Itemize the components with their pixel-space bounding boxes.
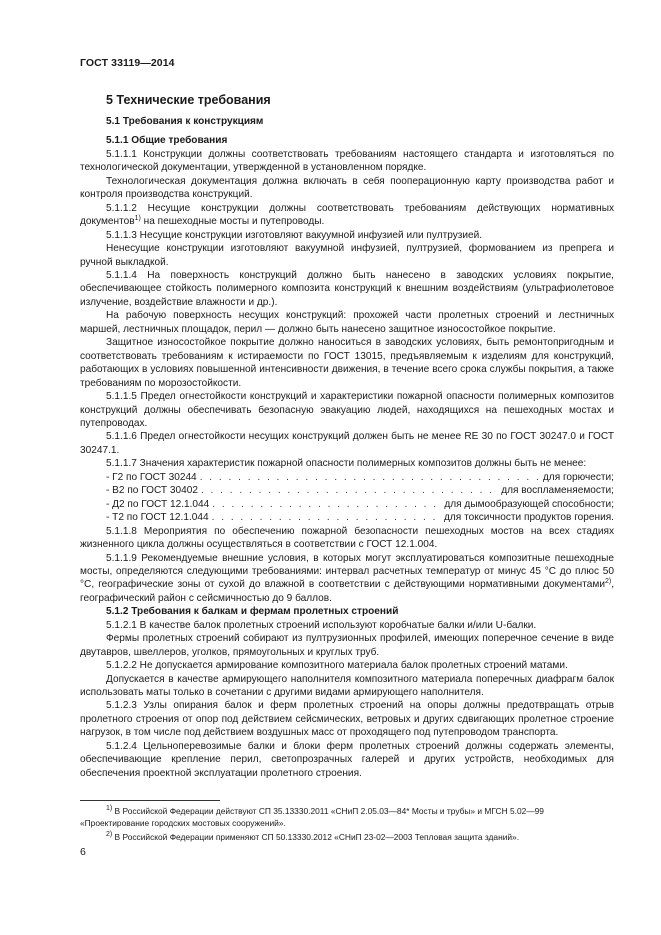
paragraph: Защитное износостойкое покрытие должно наноситься в заводских условиях, быть ремонтопригодным и соответствовать требованиям к истираемости по ГОСТ 13015, предъявляемым к изделиям для конструкций, работающих в условиях повышенной интенсивности движения, в течение всего срока службы покрытия, а также требованиям по морозостойкости. [80,337,614,389]
list-item [80,484,614,497]
subsection-heading: 5.1 Требования к конструкциям [106,116,264,127]
paragraph: Допускается в качестве армирующего наполнителя композитного материала поперечных диафрагм балок использовать маты только в сочетании с другими видами армирующего наполнителя. [80,673,614,699]
clause-5-1-1-5: 5.1.1.5 Предел огнестойкости конструкций и характеристики пожарной опасности полимерных композитов конструкций должны обеспечивать безопасную эвакуацию людей, находящихся на пешеходных мостах и путепроводах. [80,391,614,429]
paragraph: Фермы пролетных строений собирают из пултрузионных профилей, имеющих поперечное сечение в виде двутавров, швеллеров, уголков, прямоугольных и круглых труб. [80,633,614,658]
list-item-property: для токсичности продуктов горения. [444,512,614,524]
clause-text: на пешеходные мосты и путепроводы. [140,216,325,228]
list-item [80,471,614,484]
clause-5-1-2-3: 5.1.2.3 Узлы опирания балок и ферм пролетных строений на опоры должны предотвращать отрыв пролетного строения от опор под действием сейсмических, ветровых и других сдвигающих пролетное строение нагрузок, в том числе под действием воздушных масс от проходящего под путепроводом транспорта. [80,700,614,739]
footnote-ref: 1) [134,215,141,223]
leader-dots [212,511,441,524]
clause-5-1-1-8: 5.1.1.8 Мероприятия по обеспечению пожарной безопасности пешеходных мостов на всех стадиях жизненного цикла должны осуществляться в соответствии с ГОСТ 12.1.004. [80,525,614,551]
clause-5-1-1-3: 5.1.1.3 Несущие конструкции изготовляют вакуумной инфузией или пултрузией. [106,229,483,241]
list-item-property: для воспламеняемости; [501,485,614,497]
footnote-2 [80,832,614,844]
list-item-property: для дымообразующей способности; [444,498,614,510]
footnote-text: В Российской Федерации применяют СП 50.13330.2012 «СНиП 23-02—2003 Тепловая защита зданий». [112,831,520,842]
clause-5-1-1-9 [80,552,614,606]
footnote-text: В Российской Федерации действуют СП 35.13330.2011 «СНиП 2.05.03—84* Мосты и трубы» и МГСН 5.02—99 «Проектирование городских мостовых сооружений». [80,806,544,828]
clause-5-1-1-7: 5.1.1.7 Значения характеристик пожарной опасности полимерных композитов должны быть не менее: [106,458,587,470]
clause-5-1-2-2: 5.1.2.2 Не допускается армирование композитного материала балок пролетных строений матами. [106,660,568,672]
leader-dots [201,484,498,497]
footnote-1 [80,806,614,830]
page-number: 6 [80,846,86,858]
footnote-ref: 2) [604,578,612,586]
leader-dots [200,471,540,484]
list-item-standard: - Д2 по ГОСТ 12.1.044 [106,498,210,510]
list-item-standard: - В2 по ГОСТ 30402 [106,485,198,497]
document-body [80,92,614,780]
paragraph: Технологическая документация должна включать в себя пооперационную карту производства работ и контроля производства конструкций. [80,175,614,201]
clause-5-1-1-6: 5.1.1.6 Предел огнестойкости несущих конструкций должен быть не менее RE 30 по ГОСТ 30247.0 и ГОСТ 30247.1. [80,431,614,456]
clause-5-1-1-2 [80,202,614,229]
section-heading: 5 Технические требования [106,93,271,107]
clause-5-1-1-1: 5.1.1.1 Конструкции должны соответствовать требованиям настоящего стандарта и изготовляться по технологической документации, утвержденной в установленном порядке. [80,148,614,174]
list-item-property: для горючести; [542,471,614,483]
footnote-mark: 1) [106,805,113,812]
document-header: ГОСТ 33119—2014 [80,57,175,69]
footnotes [80,806,614,845]
clause-heading-general: 5.1.1 Общие требования [106,135,228,147]
paragraph: На рабочую поверхность несущих конструкций: прохожей части пролетных строений и лестничных маршей, лестничных площадок, перил — должно быть нанесено защитное износостойкое покрытие. [80,310,614,335]
clause-5-1-2-1: 5.1.2.1 В качестве балок пролетных строений используют коробчатые балки и/или U-балки. [106,619,537,631]
footnote-mark: 2) [106,830,113,838]
clause-5-1-2-4: 5.1.2.4 Цельноперевозимые балки и блоки ферм пролетных строений должны содержать элементы, обеспечивающие крепление перил, светопрозрачных галерей и других устройств, необходимых для обеспечения проектной эксплуатации пролетного строения. [80,740,614,779]
paragraph: Ненесущие конструкции изготовляют вакуумной инфузией, пултрузией, формованием из препрега и ручной выкладкой. [80,243,614,268]
clause-heading-beams: 5.1.2 Требования к балкам и фермам пролетных строений [106,606,399,618]
leader-dots [212,498,441,511]
clause-text: 5.1.1.9 Рекомендуемые внешние условия, в которых могут эксплуатироваться композитные пешеходные мосты, определяются следующими требованиями: интервал расчетных температур от минус 45 °С до плюс 50 °С, географические зоны от сухой до влажной в соответствии с действующими нормативными документами [80,552,614,591]
clause-5-1-1-4: 5.1.1.4 На поверхность конструкций должно быть нанесено в заводских условиях покрытие, обеспечивающее стойкость полимерного композита конструкций к внешним воздействиям (ультрафиолетовое излучение, воздействие влажности и др.). [80,269,614,308]
clause-text: , географический район с сейсмичностью до 9 баллов. [80,579,614,604]
clause-text: 5.1.1.2 Несущие конструкции должны соответствовать требованиям действующих нормативных документов [80,202,614,228]
footnote-divider [80,800,220,801]
list-item [80,511,614,524]
list-item-standard: - Т2 по ГОСТ 12.1.044 [106,512,209,524]
list-item [80,498,614,511]
list-item-standard: - Г2 по ГОСТ 30244 [106,471,197,483]
